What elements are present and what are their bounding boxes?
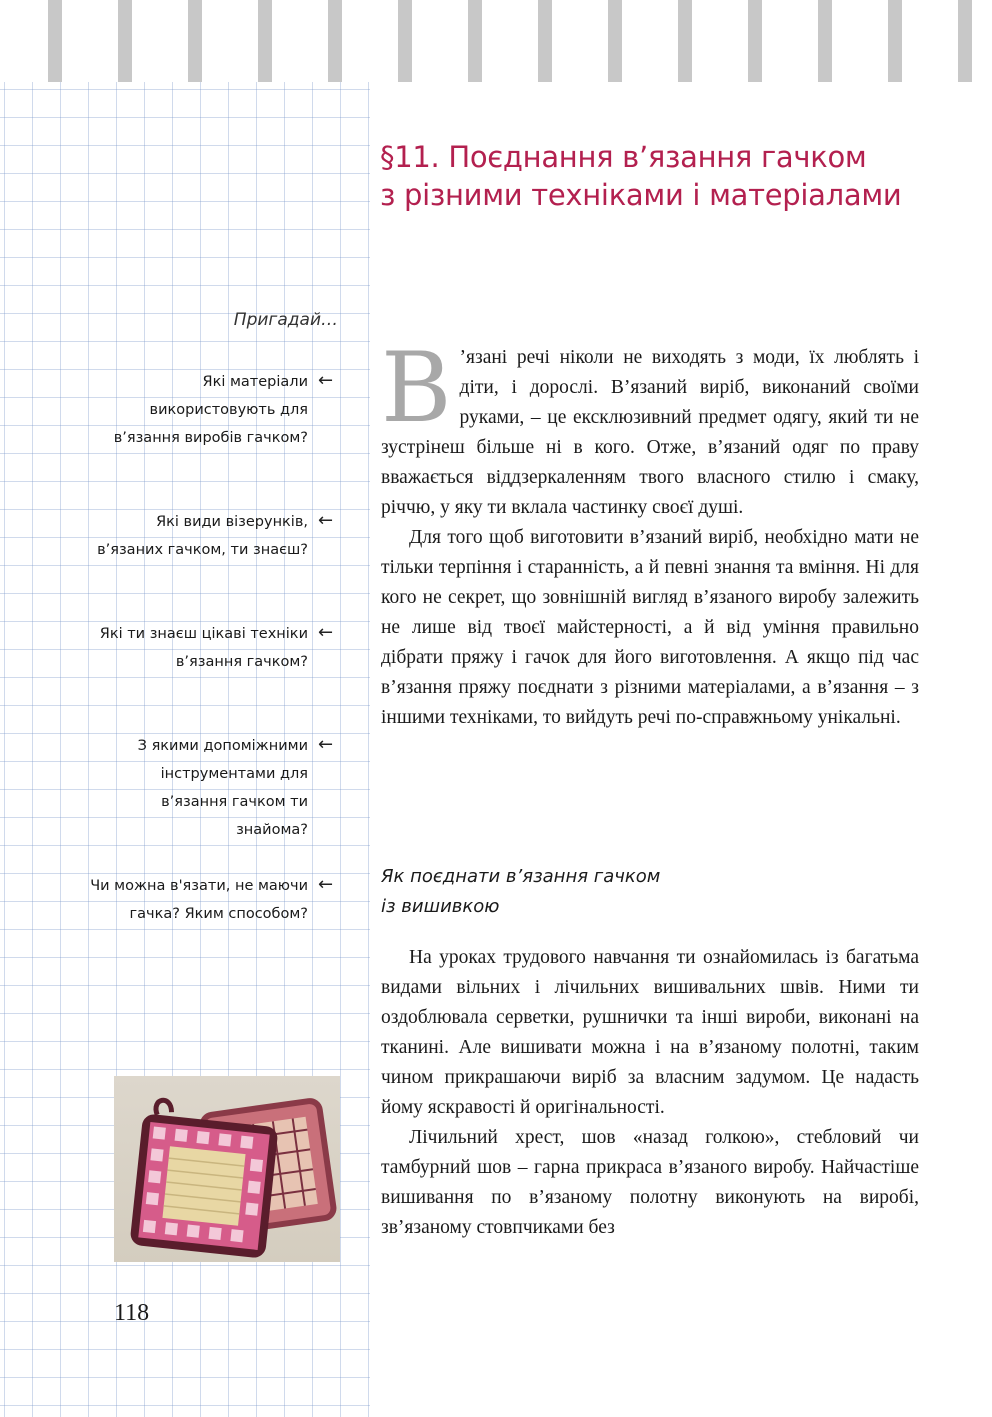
arrow-left-icon: ← <box>318 510 334 531</box>
chapter-title <box>380 138 960 214</box>
chapter-title-line2: з різними техніками і матеріалами <box>380 178 902 212</box>
section-heading-line1: Як поєднати в’язання гачком <box>381 866 661 887</box>
section-heading-line2: із вишивкою <box>381 896 500 917</box>
recall-question-text: З якими допоміжними інструментами для в’язання гачком ти знайома? <box>137 738 308 838</box>
arrow-left-icon: ← <box>318 622 334 643</box>
recall-question-text: Які ти знаєш цікаві техніки в’язання гачком? <box>99 626 308 670</box>
potholders-illustration <box>114 1076 340 1262</box>
intro-text <box>381 332 919 733</box>
page-number: 118 <box>114 1300 150 1326</box>
arrow-left-icon: ← <box>318 734 334 755</box>
recall-question <box>90 732 340 844</box>
recall-question <box>90 872 340 928</box>
intro-paragraph <box>381 332 919 523</box>
chapter-title-line1: §11. Поєднання в’язання гачком <box>380 140 867 174</box>
drop-cap: В <box>381 332 452 444</box>
intro-paragraph: Для того щоб виготовити в’язаний виріб, необхідно мати не тільки терпіння і старанність, а й певні знання та вміння. Ні для кого не секрет, що зовнішній вигляд в’язаного виробу залежить не лише від твоєї майстерності, а й від уміння правильно дібрати пряжу і гачок для його виготовлення. А якщо під час в’язання пряжу поєднати з різними матеріалами, а в’язання – з іншими техніками, то вийдуть речі по-справжньому унікальні. <box>381 527 919 728</box>
recall-label: Пригадай… <box>233 310 338 330</box>
recall-question <box>90 508 340 564</box>
section-paragraph: На уроках трудового навчання ти ознайомилась із багатьма видами вільних і лічильних вишивальних швів. Ними ти оздоблювала серветки, рушнички та інші вироби, виконані на тканині. Але вишивати можна і на в’язаному полотні, таким чином прикрашаючи виріб за власним задумом. Це надасть йому яскравості й оригінальності. <box>381 947 919 1118</box>
recall-question-text: Які види візерунків, в’язаних гачком, ти знаєш? <box>97 514 308 558</box>
crochet-potholders-photo <box>114 1076 340 1262</box>
section-heading <box>381 862 781 922</box>
recall-question <box>90 620 340 676</box>
recall-question <box>90 368 340 452</box>
arrow-left-icon: ← <box>318 370 334 391</box>
section-text <box>381 943 919 1243</box>
recall-question-text: Чи можна в'язати, не маючи гачка? Яким способом? <box>90 878 308 922</box>
recall-question-text: Які матеріали використовують для в’язання виробів гачком? <box>113 374 308 446</box>
top-stripes-decoration <box>0 0 992 82</box>
intro-paragraph-text: ’язані речі ніколи не виходять з моди, їх люблять і діти, і дорослі. В’язаний виріб, виконаний своїми руками, – це ексклюзивний предмет одягу, який ти не зустрінеш більше ні в кого. Отже, в’язаний одяг по праву вважається віддзеркаленням твого власного стилю і смаку, річчю, у яку ти вклала частинку своєї душі. <box>381 347 919 518</box>
arrow-left-icon: ← <box>318 874 334 895</box>
section-paragraph: Лічильний хрест, шов «назад голкою», стебловий чи тамбурний шов – гарна прикраса в’язаного виробу. Найчастіше вишивання по в’язаному полотну виконують на виробі, зв’язаному стовпчиками без <box>381 1127 919 1238</box>
